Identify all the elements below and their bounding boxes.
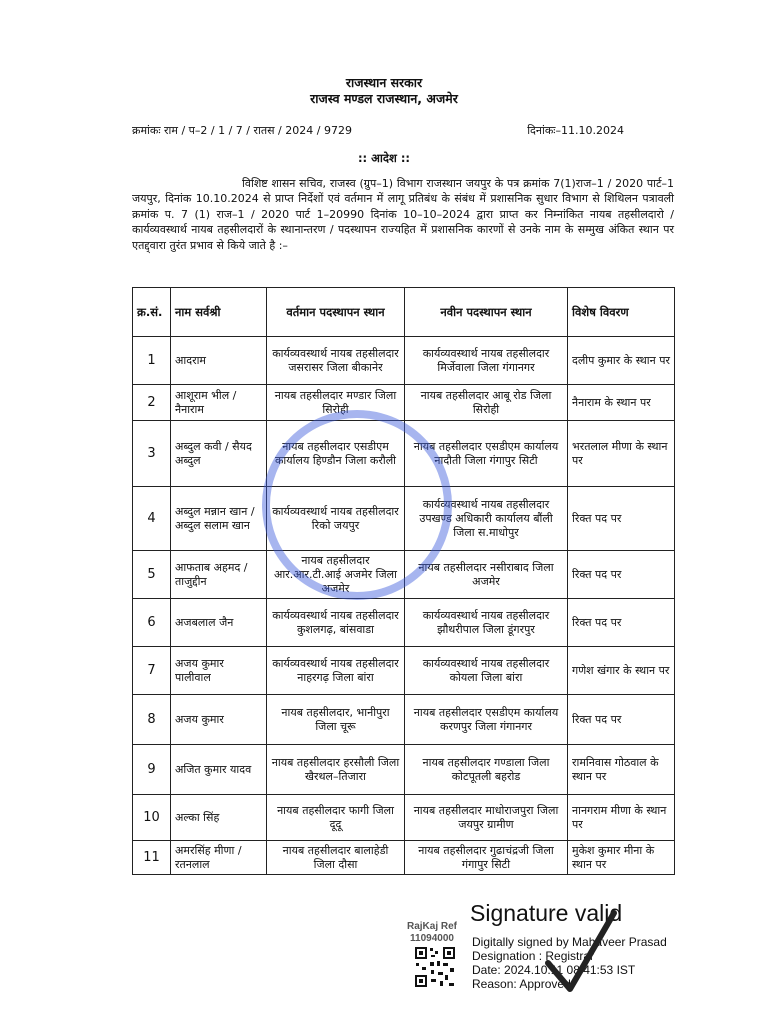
remark-cell: गणेश खंगार के स्थान पर	[568, 647, 675, 695]
remark-cell: रिक्त पद पर	[568, 695, 675, 745]
serial-cell: 8	[133, 695, 171, 745]
remark-cell: दलीप कुमार के स्थान पर	[568, 337, 675, 385]
government-title: राजस्थान सरकार	[345, 75, 423, 90]
name-cell: अब्दुल कवी / सैयद अब्दुल	[171, 421, 267, 487]
new-posting-cell: कार्यव्यवस्थार्थ नायब तहसीलदार मिर्जेवाला जिला गंगानगर	[405, 337, 568, 385]
order-number: क्रमांकः राम / प–2 / 1 / 7 / रातस / 2024 / 9729	[132, 124, 352, 137]
name-cell: अजय कुमार	[171, 695, 267, 745]
table-row	[133, 599, 675, 647]
signature-date: Date: 2024.10.11 08:41:53 IST	[472, 963, 636, 977]
table-row	[133, 487, 675, 551]
name-cell: आदराम	[171, 337, 267, 385]
table-row	[133, 647, 675, 695]
signature-status: Signature valid	[470, 900, 623, 926]
table-row	[133, 695, 675, 745]
current-posting-cell: नायब तहसीलदार आर.आर.टी.आई अजमेर जिला अजमेर	[267, 551, 405, 599]
table-header-row	[133, 288, 675, 337]
new-posting-cell: नायब तहसीलदार माधोराजपुरा जिला जयपुर ग्रामीण	[405, 795, 568, 841]
order-heading: :: आदेश ::	[357, 151, 411, 165]
remark-cell: भरतलाल मीणा के स्थान पर	[568, 421, 675, 487]
serial-cell: 5	[133, 551, 171, 599]
table-row	[133, 841, 675, 875]
serial-cell: 11	[133, 841, 171, 875]
new-posting-cell: नायब तहसीलदार गण्डाला जिला कोटपूतली बहरोड	[405, 745, 568, 795]
col-header-remarks: विशेष विवरण	[568, 288, 675, 337]
current-posting-cell: कार्यव्यवस्थार्थ नायब तहसीलदार कुशलगढ़, बांसवाडा	[267, 599, 405, 647]
name-cell: आफताब अहमद / ताजुद्दीन	[171, 551, 267, 599]
name-cell: अमरसिंह मीणा / रतनलाल	[171, 841, 267, 875]
serial-cell: 6	[133, 599, 171, 647]
current-posting-cell: कार्यव्यवस्थार्थ नायब तहसीलदार रिको जयपुर	[267, 487, 405, 551]
remark-cell: मुकेश कुमार मीना के स्थान पर	[568, 841, 675, 875]
current-posting-cell: नायब तहसीलदार एसडीएम कार्यालय हिण्डौन जिला करौली	[267, 421, 405, 487]
new-posting-cell: नायब तहसीलदार एसडीएम कार्यालय करणपुर जिला गंगानगर	[405, 695, 568, 745]
serial-cell: 3	[133, 421, 171, 487]
signature-signer: Digitally signed by Mahaveer Prasad	[472, 935, 667, 949]
new-posting-cell: कार्यव्यवस्थार्थ नायब तहसीलदार झौथरीपाल जिला डूंगरपुर	[405, 599, 568, 647]
new-posting-cell: नायब तहसीलदार गुढाचंद्रजी जिला गंगापुर सिटी	[405, 841, 568, 875]
name-cell: अजबलाल जैन	[171, 599, 267, 647]
remark-cell: रामनिवास गोठवाल के स्थान पर	[568, 745, 675, 795]
current-posting-cell: नायब तहसीलदार, भानीपुरा जिला चूरू	[267, 695, 405, 745]
remark-cell: रिक्त पद पर	[568, 551, 675, 599]
serial-cell: 2	[133, 385, 171, 421]
signature-designation: Designation : Registrar	[472, 949, 595, 963]
current-posting-cell: नायब तहसीलदार मण्डार जिला सिरोही	[267, 385, 405, 421]
table-row	[133, 551, 675, 599]
current-posting-cell: कार्यव्यवस्थार्थ नायब तहसीलदार जसरासर जिला बीकानेर	[267, 337, 405, 385]
table-row	[133, 795, 675, 841]
col-header-current-posting: वर्तमान पदस्थापन स्थान	[267, 288, 405, 337]
order-date: दिनांकः–11.10.2024	[527, 124, 624, 137]
table-row	[133, 385, 675, 421]
order-paragraph: विशिष्ट शासन सचिव, राजस्व (ग्रुप–1) विभाग राजस्थान जयपुर के पत्र क्रमांक 7(1)राज–1 / 2020 पार्ट–1 जयपुर, दिनांक 10.10.2024 से प्राप्त निर्देशों एवं वर्तमान में लागू प्रतिबंध के संबंध में प्रशासनिक सुधार विभाग से शिथिलन पत्रावली क्रमांक प. 7 (1) राज–1 / 2020 पार्ट 1–20990 दिनांक 10–10–2024 द्वारा प्राप्त कर निम्नांकित नायब तहसीलदारो / कार्यव्यवस्थार्थ नायब तहसीलदारों के स्थानान्तरण / पदस्थापन राज्यहित में प्रशासनिक कारणों से उनके नाम के सम्मुख अंकित स्थान पर एतद्द्वारा तुरंत प्रभाव से किये जाते है :–	[132, 177, 674, 252]
name-cell: अजय कुमार पालीवाल	[171, 647, 267, 695]
new-posting-cell: नायब तहसीलदार एसडीएम कार्यालय नादौती जिला गंगापुर सिटी	[405, 421, 568, 487]
rajkaj-ref-number: 11094000	[410, 933, 454, 944]
rajkaj-reference	[396, 921, 468, 945]
table-row	[133, 337, 675, 385]
checkmark-icon	[540, 905, 620, 995]
name-cell: अब्दुल मन्नान खान / अब्दुल सलाम खान	[171, 487, 267, 551]
remark-cell: नैनाराम के स्थान पर	[568, 385, 675, 421]
rajkaj-ref-label: RajKaj Ref	[406, 921, 457, 932]
serial-cell: 9	[133, 745, 171, 795]
transfer-table	[132, 287, 675, 875]
board-title: राजस्व मण्डल राजस्थान, अजमेर	[310, 91, 458, 106]
name-cell: आशूराम भील / नैनाराम	[171, 385, 267, 421]
serial-cell: 7	[133, 647, 171, 695]
col-header-serial: क्र.सं.	[133, 288, 171, 337]
col-header-name: नाम सर्वश्री	[171, 288, 267, 337]
remark-cell: रिक्त पद पर	[568, 487, 675, 551]
table-row	[133, 421, 675, 487]
new-posting-cell: नायब तहसीलदार नसीराबाद जिला अजमेर	[405, 551, 568, 599]
serial-cell: 10	[133, 795, 171, 841]
qr-code-icon	[414, 946, 456, 988]
new-posting-cell: कार्यव्यवस्थार्थ नायब तहसीलदार कोयला जिला बांरा	[405, 647, 568, 695]
name-cell: अल्का सिंह	[171, 795, 267, 841]
new-posting-cell: नायब तहसीलदार आबू रोड जिला सिरोही	[405, 385, 568, 421]
new-posting-cell: कार्यव्यवस्थार्थ नायब तहसीलदार उपखण्ड अधिकारी कार्यालय बौंली जिला स.माधोपुर	[405, 487, 568, 551]
current-posting-cell: नायब तहसीलदार बालाहेडी जिला दौसा	[267, 841, 405, 875]
serial-cell: 1	[133, 337, 171, 385]
reference-line	[132, 123, 624, 138]
signature-reason: Reason: Approved	[472, 977, 571, 991]
col-header-new-posting: नवीन पदस्थापन स्थान	[405, 288, 568, 337]
current-posting-cell: नायब तहसीलदार हरसौली जिला खैरथल–तिजारा	[267, 745, 405, 795]
name-cell: अजित कुमार यादव	[171, 745, 267, 795]
current-posting-cell: नायब तहसीलदार फागी जिला दूदू	[267, 795, 405, 841]
table-row	[133, 745, 675, 795]
remark-cell: नानगराम मीणा के स्थान पर	[568, 795, 675, 841]
remark-cell: रिक्त पद पर	[568, 599, 675, 647]
current-posting-cell: कार्यव्यवस्थार्थ नायब तहसीलदार नाहरगढ़ जिला बांरा	[267, 647, 405, 695]
serial-cell: 4	[133, 487, 171, 551]
